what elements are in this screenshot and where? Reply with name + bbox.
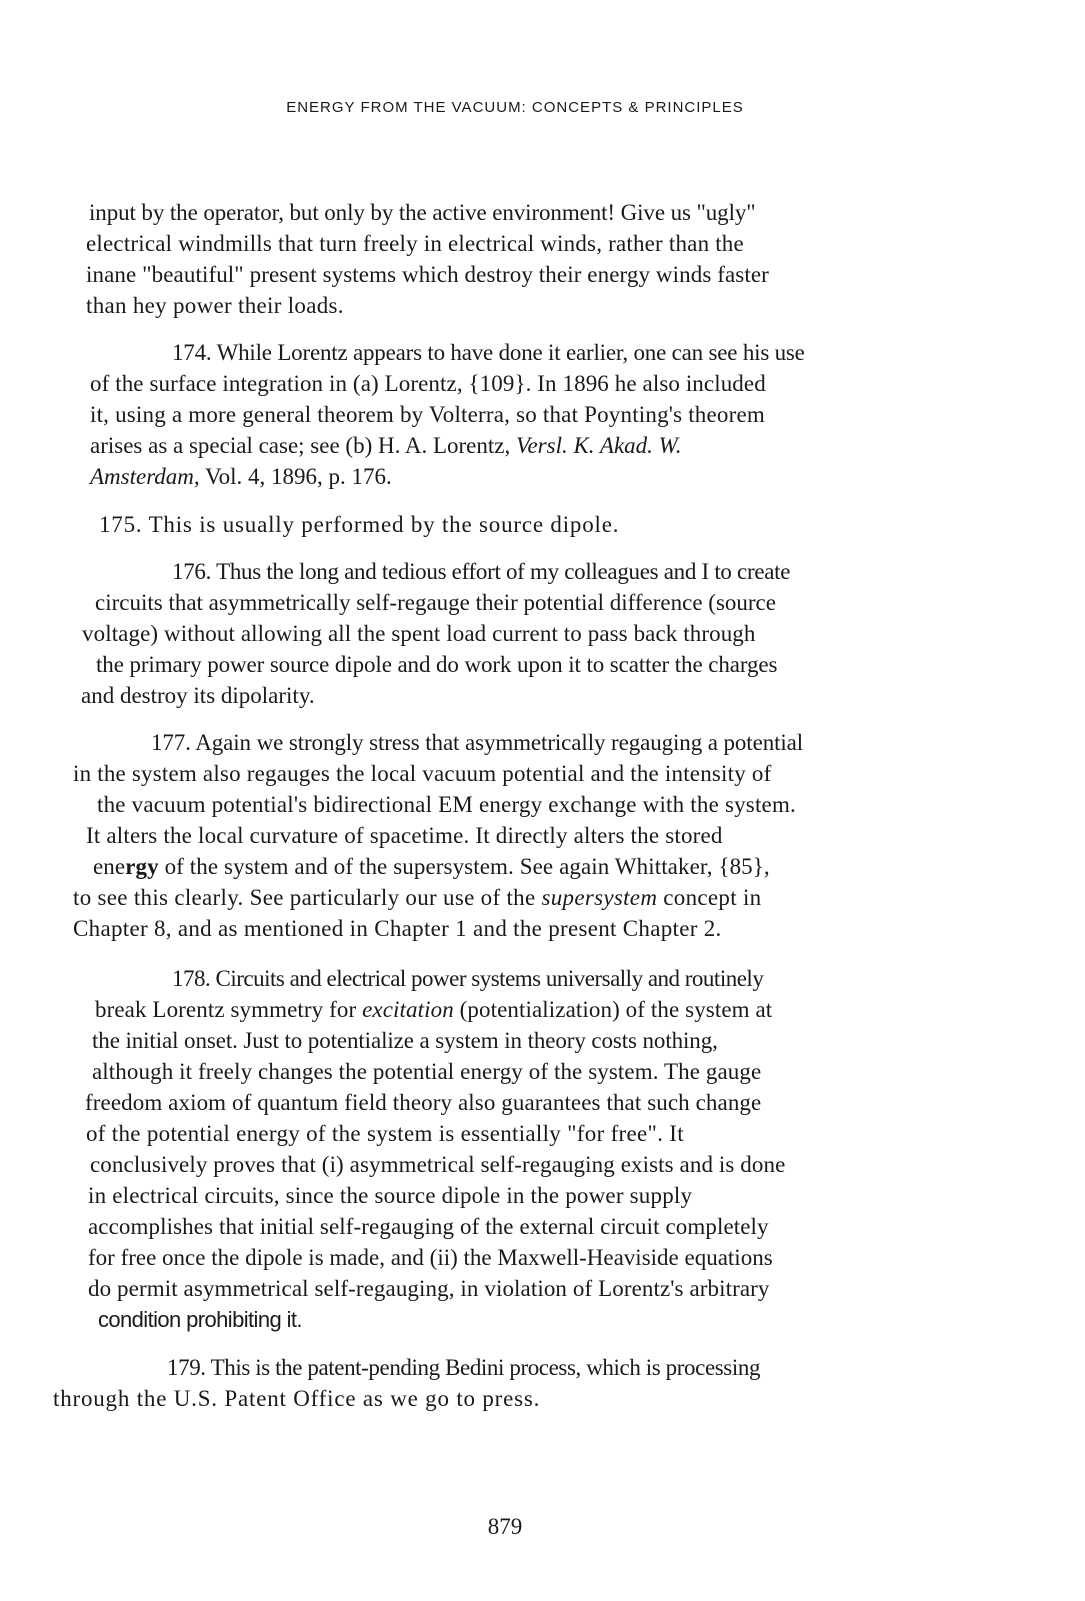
text-line: although it freely changes the potential energy of the system. The gauge [92,1059,762,1084]
bold-run: rgy [125,854,159,879]
text-line: of the potential energy of the system is essentially "for free". It [86,1121,684,1146]
text-run: ene [93,854,126,879]
text-line: through the U.S. Patent Office as we go to press. [53,1386,541,1411]
text-run: of the system and of the supersystem. See again Whittaker, {85}, [158,854,770,879]
text-line: circuits that asymmetrically self-regauge their potential difference (source [95,590,776,615]
text-line: 177. Again we strongly stress that asymmetrically regauging a potential [151,730,804,755]
text-line: the vacuum potential's bidirectional EM energy exchange with the system. [97,792,796,817]
text-line: accomplishes that initial self-regauging of the external circuit completely [88,1214,769,1239]
text-line: input by the operator, but only by the active environment! Give us "ugly" [89,200,756,225]
text-line: than hey power their loads. [86,293,344,318]
text-line: in the system also regauges the local vacuum potential and the intensity of [73,761,772,786]
text-line [90,463,392,491]
text-line: the primary power source dipole and do work upon it to scatter the charges [96,652,778,677]
text-line: It alters the local curvature of spacetime. It directly alters the stored [86,823,723,848]
text-line: of the surface integration in (a) Lorentz, {109}. In 1896 he also included [90,371,766,396]
text-line [95,996,772,1024]
text-line: voltage) without allowing all the spent load current to pass back through [82,621,756,646]
text-line: it, using a more general theorem by Volterra, so that Poynting's theorem [90,402,765,427]
text-line [90,432,681,460]
text-line [93,853,770,881]
text-line: freedom axiom of quantum field theory also guarantees that such change [85,1090,762,1115]
text-run: break Lorentz symmetry for [95,997,363,1022]
text-line: 174. While Lorentz appears to have done it earlier, one can see his use [172,340,805,365]
text-line: 178. Circuits and electrical power systems universally and routinely [172,966,764,991]
text-line: Chapter 8, and as mentioned in Chapter 1 and the present Chapter 2. [73,916,722,941]
text-line: 176. Thus the long and tedious effort of my colleagues and I to create [172,559,791,584]
text-line: in electrical circuits, since the source dipole in the power supply [88,1183,693,1208]
italic-run: supersystem [541,885,658,910]
text-run: arises as a special case; see (b) H. A. Lorentz, [90,433,516,458]
text-line: electrical windmills that turn freely in electrical winds, rather than the [86,231,744,256]
text-line: do permit asymmetrical self-regauging, in violation of Lorentz's arbitrary [88,1276,770,1301]
text-line [73,884,761,912]
text-line: the initial onset. Just to potentialize a system in theory costs nothing, [92,1028,718,1053]
italic-run: excitation [362,997,454,1022]
text-line: for free once the dipole is made, and (ii) the Maxwell-Heaviside equations [88,1245,773,1270]
page-number: 879 [487,1514,523,1539]
sans-run: condition prohibiting it. [98,1307,302,1332]
text-run: to see this clearly. See particularly our use of the [73,885,542,910]
text-run: Vol. 4, 1896, p. 176. [199,464,392,489]
text-line: conclusively proves that (i) asymmetrical self-regauging exists and is done [90,1152,786,1177]
italic-run: Amsterdam, [90,464,200,489]
text-line [98,1306,302,1334]
running-header: ENERGY FROM THE VACUUM: CONCEPTS & PRINCIPLES [286,99,744,116]
text-line: 179. This is the patent-pending Bedini process, which is processing [167,1355,761,1380]
italic-run: Versl. K. Akad. W. [515,433,682,458]
text-line: inane "beautiful" present systems which destroy their energy winds faster [86,262,769,287]
text-line: and destroy its dipolarity. [81,683,315,708]
text-run: concept in [657,885,762,910]
text-line: 175. This is usually performed by the source dipole. [99,512,620,537]
text-run: (potentialization) of the system at [453,997,773,1022]
